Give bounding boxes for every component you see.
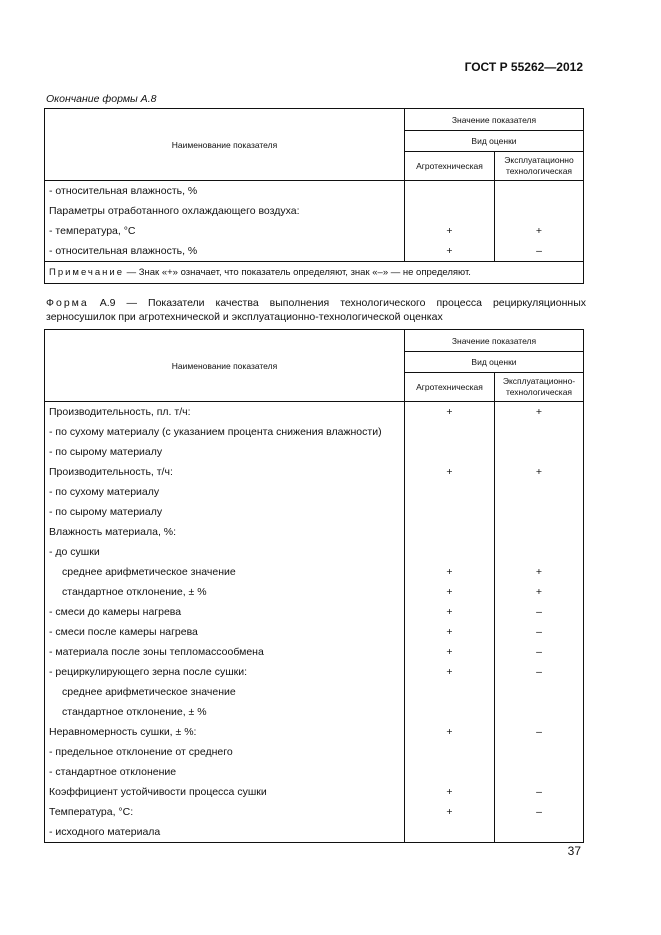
row-value-expl [495,822,584,843]
col-header-name: Наименование показателя [45,330,405,402]
row-value-expl: – [495,602,584,622]
table-row [45,181,584,202]
row-value-agro: + [405,402,495,423]
row-value-expl [495,422,584,442]
table-row [45,782,584,802]
form-a9-caption: Форма А.9 — Показатели качества выполнения технологического процесса рециркуляционных зерносушилок при агротехнической и эксплуатационно-технологической оценках [46,297,586,323]
row-label: Температура, °С: [45,802,405,822]
table-row [45,502,584,522]
row-label: Производительность, пл. т/ч: [45,402,405,423]
row-value-expl: – [495,662,584,682]
table-row [45,522,584,542]
row-value-expl: – [495,802,584,822]
table-row [45,822,584,843]
row-value-agro: + [405,662,495,682]
row-label: Параметры отработанного охлаждающего воздуха: [45,201,405,221]
col-header-value: Значение показателя [405,330,584,352]
row-label: среднее арифметическое значение [45,682,405,702]
row-value-agro [405,201,495,221]
table-row [45,802,584,822]
row-value-expl [495,201,584,221]
table-row [45,241,584,262]
row-value-expl: + [495,562,584,582]
row-value-agro [405,682,495,702]
row-value-expl: + [495,221,584,241]
table-row [45,442,584,462]
row-value-expl: – [495,782,584,802]
row-value-agro [405,502,495,522]
row-label: - по сухому материалу (с указанием процента снижения влажности) [45,422,405,442]
table-row [45,722,584,742]
row-label: - смеси до камеры нагрева [45,602,405,622]
row-value-agro: + [405,622,495,642]
table-row [45,762,584,782]
row-value-agro: + [405,722,495,742]
row-value-expl [495,181,584,202]
row-value-agro [405,422,495,442]
col-header-agro: Агротехническая [405,152,495,181]
row-label: - стандартное отклонение [45,762,405,782]
row-value-agro [405,542,495,562]
row-label: - относительная влажность, % [45,241,405,262]
row-label: - по сырому материалу [45,442,405,462]
table-row [45,582,584,602]
row-label: - по сухому материалу [45,482,405,502]
row-value-expl: – [495,642,584,662]
col-header-expl: Эксплуатационно- технологическая [495,373,584,402]
row-value-expl [495,482,584,502]
row-value-agro: + [405,462,495,482]
row-value-agro [405,181,495,202]
table-row [45,602,584,622]
row-value-agro [405,482,495,502]
row-value-expl [495,502,584,522]
row-label: - до сушки [45,542,405,562]
row-label: Коэффициент устойчивости процесса сушки [45,782,405,802]
row-value-agro: + [405,602,495,622]
row-label: - относительная влажность, % [45,181,405,202]
col-header-type: Вид оценки [405,352,584,373]
row-label: - исходного материала [45,822,405,843]
table1-caption: Окончание формы А.8 [46,93,157,105]
row-value-agro [405,762,495,782]
table-form-a9 [44,329,584,843]
row-value-expl [495,542,584,562]
row-value-expl: + [495,402,584,423]
row-label: - смеси после камеры нагрева [45,622,405,642]
row-label: стандартное отклонение, ± % [45,702,405,722]
row-label: Влажность материала, %: [45,522,405,542]
row-label: - по сырому материалу [45,502,405,522]
page-number: 37 [567,844,581,858]
col-header-expl: Эксплуатационно технологическая [495,152,584,181]
row-value-expl: + [495,582,584,602]
table-row [45,742,584,762]
table-row [45,622,584,642]
table-row [45,462,584,482]
row-value-expl [495,762,584,782]
row-value-expl [495,522,584,542]
row-label: Неравномерность сушки, ± %: [45,722,405,742]
row-value-expl: – [495,622,584,642]
col-header-agro: Агротехническая [405,373,495,402]
table-row [45,702,584,722]
row-value-agro: + [405,221,495,241]
row-label: - рециркулирующего зерна после сушки: [45,662,405,682]
row-value-expl [495,442,584,462]
table-row [45,542,584,562]
row-value-agro: + [405,241,495,262]
row-value-agro [405,442,495,462]
row-value-expl: – [495,241,584,262]
row-value-expl [495,702,584,722]
table-row [45,662,584,682]
row-value-expl [495,682,584,702]
row-value-agro [405,522,495,542]
col-header-value: Значение показателя [405,109,584,131]
row-value-agro: + [405,642,495,662]
row-label: - предельное отклонение от среднего [45,742,405,762]
row-value-expl: – [495,722,584,742]
row-label: - материала после зоны тепломассообмена [45,642,405,662]
table-row [45,482,584,502]
table-row [45,562,584,582]
row-value-agro: + [405,562,495,582]
row-value-agro: + [405,582,495,602]
table-row [45,682,584,702]
row-value-agro: + [405,782,495,802]
table-row [45,642,584,662]
table-row [45,201,584,221]
row-label: среднее арифметическое значение [45,562,405,582]
row-value-agro [405,742,495,762]
table-row [45,422,584,442]
row-value-agro [405,702,495,722]
row-value-expl: + [495,462,584,482]
table-note: Примечание — Знак «+» означает, что показатель определяют, знак «–» — не определяют. [45,262,584,284]
document-header: ГОСТ Р 55262—2012 [464,60,583,74]
col-header-name: Наименование показателя [45,109,405,181]
table-row [45,402,584,423]
row-label: - температура, °С [45,221,405,241]
row-value-expl [495,742,584,762]
row-label: стандартное отклонение, ± % [45,582,405,602]
row-value-agro: + [405,802,495,822]
table-row [45,221,584,241]
table-form-a8 [44,108,584,284]
row-label: Производительность, т/ч: [45,462,405,482]
row-value-agro [405,822,495,843]
col-header-type: Вид оценки [405,131,584,152]
